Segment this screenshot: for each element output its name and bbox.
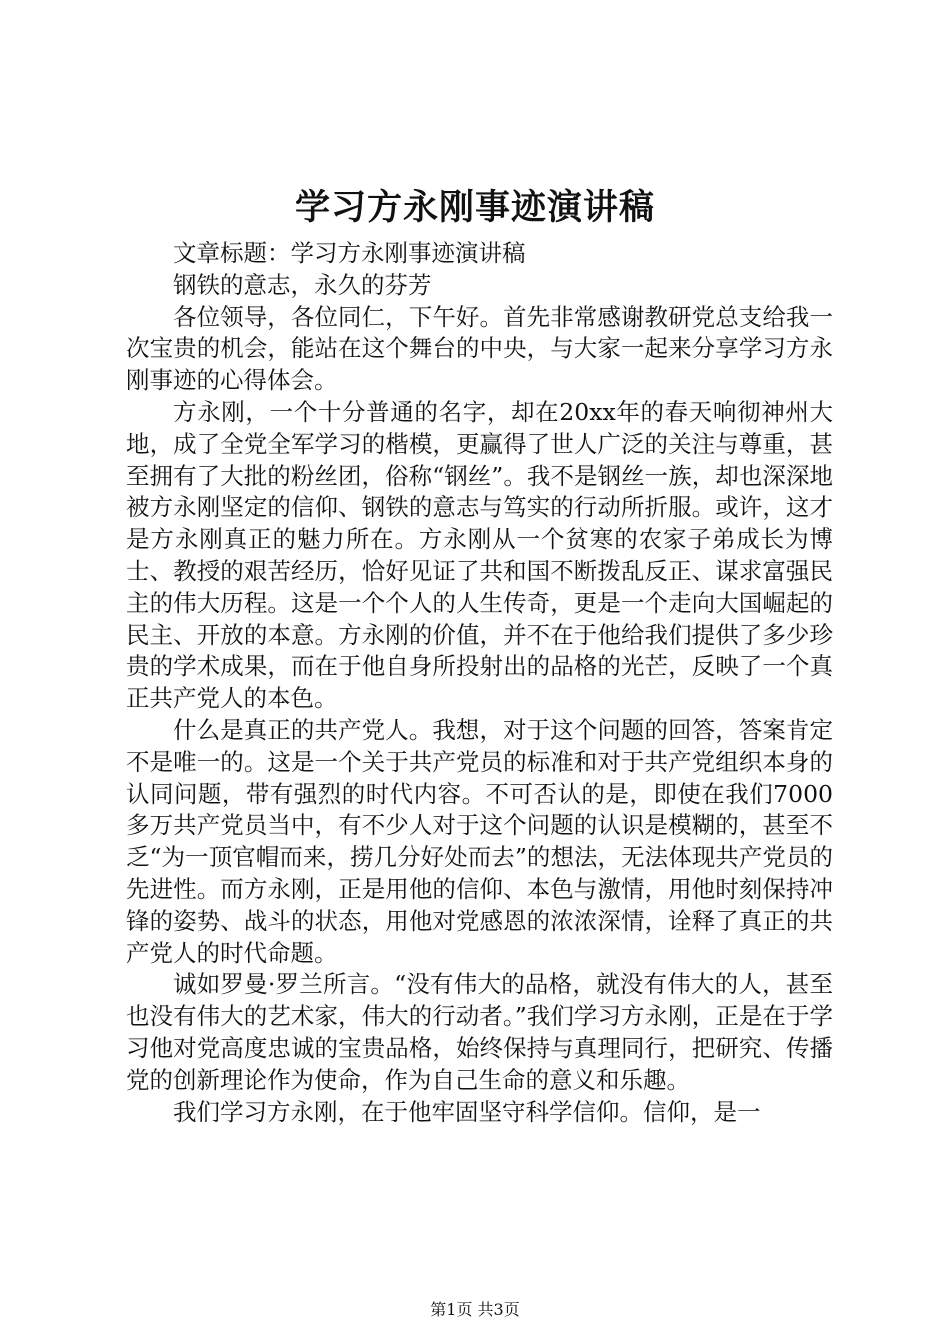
paragraph: 什么是真正的共产党人。我想，对于这个问题的回答，答案肯定不是唯一的。这是一个关于共产党员的标准和对于共产党组织本身的认同问题，带有强烈的时代内容。不可否认的是，即使在我们7000多万共产党员当中，有不少人对于这个问题的认识是模糊的，甚至不乏“为一顶官帽而来，捞几分好处而去”的想法，无法体现共产党员的先进性。而方永刚，正是用他的信仰、本色与激情，用他时刻保持冲锋的姿势、战斗的状态，用他对党感恩的浓浓深情，诠释了真正的共产党人的时代命题。	[126, 715, 833, 967]
paragraph: 文章标题：学习方永刚事迹演讲稿	[173, 239, 526, 267]
paragraph: 钢铁的意志，永久的芬芳	[173, 270, 432, 299]
paragraph: 诚如罗曼·罗兰所言。“没有伟大的品格，就没有伟大的人，甚至也没有伟大的艺术家，伟大的行动者。”我们学习方永刚，正是在于学习他对党高度忠诚的宝贵品格，始终保持与真理同行，把研究、传播党的创新理论作为使命，作为自己生命的意义和乐趣。	[126, 970, 833, 1094]
paragraph: 方永刚，一个十分普通的名字，却在20xx年的春天响彻神州大地，成了全党全军学习的楷模，更赢得了世人广泛的关注与尊重，甚至拥有了大批的粉丝团，俗称“钢丝”。我不是钢丝一族，却也深深地被方永刚坚定的信仰、钢铁的意志与笃实的行动所折服。或许，这才是方永刚真正的魅力所在。方永刚从一个贫寒的农家子弟成长为博士、教授的艰苦经历，恰好见证了共和国不断拨乱反正、谋求富强民主的伟大历程。这是一个个人的人生传奇，更是一个走向大国崛起的民主、开放的本意。方永刚的价值，并不在于他给我们提供了多少珍贵的学术成果，而在于他自身所投射出的品格的光芒，反映了一个真正共产党人的本色。	[126, 397, 833, 713]
paragraph: 我们学习方永刚，在于他牢固坚守科学信仰。信仰，是一	[173, 1097, 761, 1126]
document-title: 学习方永刚事迹演讲稿	[294, 187, 655, 228]
page-footer: 第1页 共3页	[430, 1300, 520, 1319]
document-body	[126, 238, 833, 1128]
paragraph: 各位领导，各位同仁，下午好。首先非常感谢教研党总支给我一次宝贵的机会，能站在这个舞台的中央，与大家一起来分享学习方永刚事迹的心得体会。	[126, 302, 833, 395]
